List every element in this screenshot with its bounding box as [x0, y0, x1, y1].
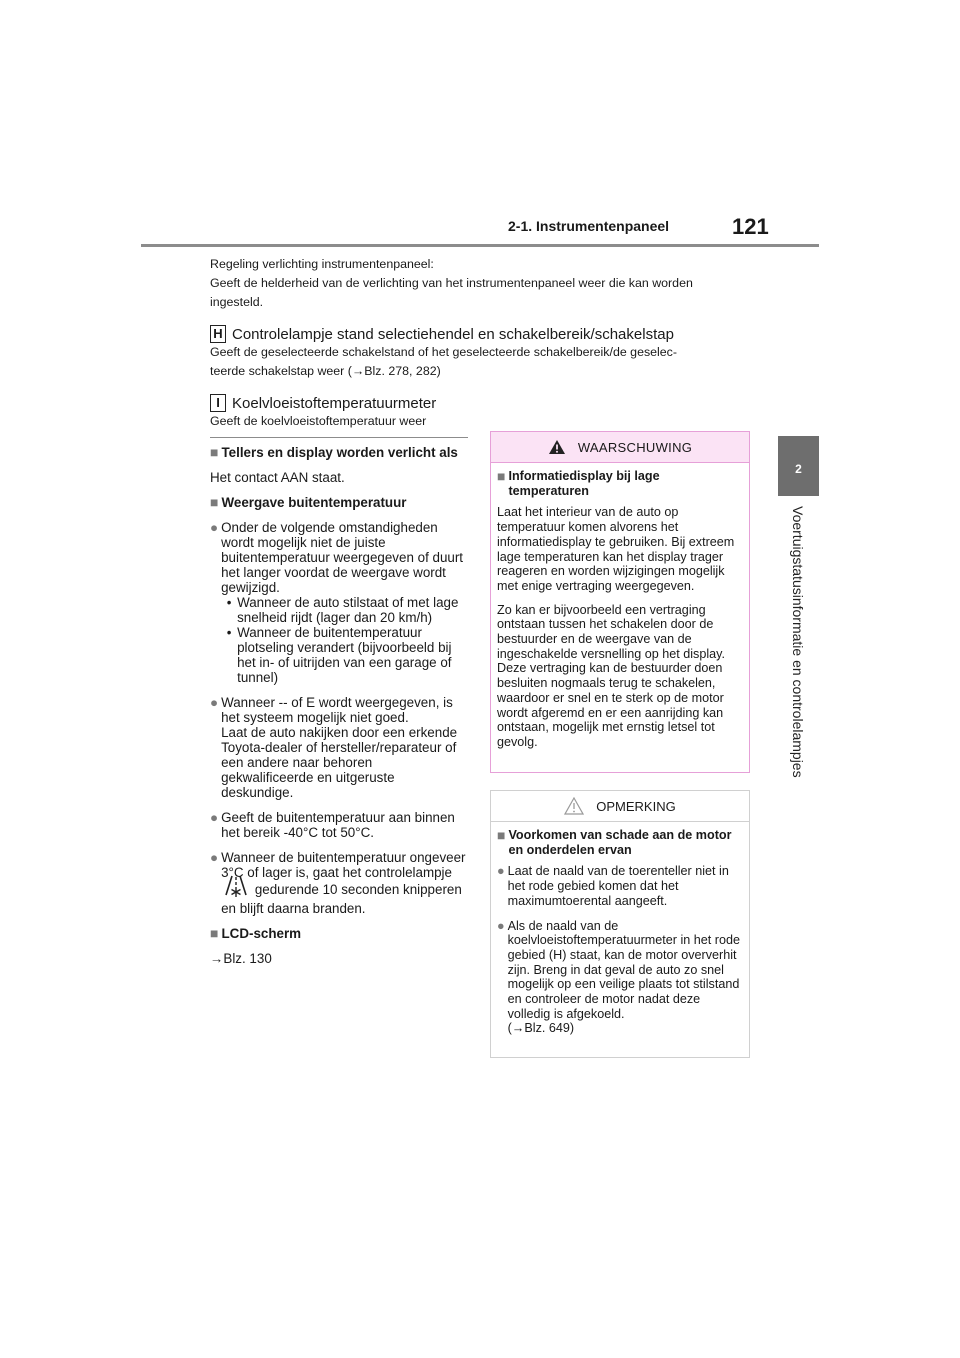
list-item: ● Geeft de buitentemperatuur aan binnen het bereik -40°C tot 50°C. [210, 810, 455, 840]
item-h-heading [210, 325, 770, 343]
intro-line: Geeft de helderheid van de verlichting van het instrumentenpaneel weer die kan worden [210, 276, 693, 290]
warning-title: ■ Informatiedisplay bij lage temperaturen [497, 468, 660, 498]
intro-line: Regeling verlichting instrumentenpaneel: [210, 257, 434, 271]
sub-item: • Wanneer de buitentemperatuur plotseling verandert (bijvoorbeeld bij het in- of uitrijden van een garage of tunnel) [226, 625, 452, 685]
list-item: ● Wanneer -- of E wordt weergegeven, is het systeem mogelijk niet goed. Laat de auto nakijken door een erkende Toyota-dealer of hersteller/reparateur of een andere naar behoren gekwalificeerde en uitgeruste deskundige. [210, 695, 458, 800]
note-label: OPMERKING [596, 798, 676, 814]
caution-outline-icon [564, 797, 584, 815]
section-heading: ■ Tellers en display worden verlicht als [210, 444, 458, 460]
note-header [491, 791, 749, 822]
round-bullet-icon: ● [210, 850, 219, 865]
square-bullet-icon: ■ [210, 494, 219, 510]
note-box [490, 790, 750, 1058]
divider [210, 437, 468, 438]
section-heading: ■ LCD-scherm [210, 925, 302, 941]
item-key-h: H [210, 325, 226, 343]
item-h-title: Controlelampje stand selectiehendel en schakelbereik/schakelstap [232, 325, 674, 343]
round-bullet-icon: ● [210, 695, 219, 710]
note-body [491, 822, 749, 1036]
intro-line: ingesteld. [210, 295, 264, 309]
item-h-text: teerde schakelstap weer (→Blz. 278, 282) [210, 364, 441, 378]
warning-box [490, 431, 750, 773]
paragraph: Het contact AAN staat. [210, 470, 345, 485]
square-bullet-icon: ■ [210, 444, 219, 460]
round-bullet-icon: ● [210, 810, 219, 825]
square-bullet-icon: ■ [210, 925, 219, 941]
item-key-i: I [210, 394, 226, 412]
section-heading: ■ Weergave buitentemperatuur [210, 494, 407, 510]
item-i-title: Koelvloeistoftemperatuurmeter [232, 394, 437, 412]
warning-paragraph: Laat het interieur van de auto op temperatuur komen alvorens het informatiedisplay te gebruiken. Bij extreem lage temperaturen kan het display trager reageren en worden wijzigingen mogelijk met enige vertraging weergegeven. [497, 505, 735, 593]
left-column [210, 437, 468, 976]
top-section [210, 255, 770, 431]
chapter-label: Voertuigstatusinformatie en controlelampjes [790, 506, 806, 778]
square-bullet-icon: ■ [497, 468, 506, 484]
item-i-heading [210, 394, 770, 412]
sub-item: • Wanneer de auto stilstaat of met lage snelheid rijdt (lager dan 20 km/h) [226, 595, 459, 625]
page-number: 121 [732, 214, 769, 239]
ice-road-icon [225, 874, 247, 901]
item-i-text: Geeft de koelvloeistoftemperatuur weer [210, 414, 427, 428]
note-item: ● Laat de naald van de toerenteller niet in het rode gebied komen dat het maximumtoerental aangeeft. [497, 864, 729, 908]
warning-label: WAARSCHUWING [577, 439, 693, 455]
item-h-text: Geeft de geselecteerde schakelstand of het geselecteerde schakelbereik/de geselec- [210, 345, 678, 359]
list-item: ● Wanneer de buitentemperatuur ongeveer 3°C of lager is, gaat het controlelampje gedurende 10 seconden knipperen en blijft daarna branden. [210, 850, 466, 916]
warning-triangle-icon [548, 439, 566, 455]
page-reference: →Blz. 130 [210, 951, 272, 966]
warning-body [491, 463, 749, 750]
note-title: ■ Voorkomen van schade aan de motor en onderdelen ervan [497, 827, 732, 857]
section-title: 2-1. Instrumentenpaneel [508, 218, 670, 234]
warning-paragraph: Zo kan er bijvoorbeeld een vertraging ontstaan tussen het schakelen door de bestuurder en de weergave van de ingeschakelde versnelling op het display. Deze vertraging kan de bestuurder doen besluiten nogmaals terug te schakelen, waardoor er snel en te sterk op de motor wordt afgeremd en er een aanrijding kan ontstaan, mogelijk met ernstig letsel tot gevolg. [497, 602, 725, 749]
round-bullet-icon: ● [497, 864, 505, 879]
round-bullet-icon: ● [210, 520, 219, 535]
note-item: ● Als de naald van de koelvloeistoftemperatuurmeter in het rode gebied (H) staat, kan de motor oververhit zijn. Breng in dat geval de auto zo snel mogelijk op een veilige plaats tot stilstand en controleer de motor nadat deze volledig is afgekoeld. (→Blz. 649) [497, 918, 741, 1036]
warning-header [491, 432, 749, 463]
list-item: ● Onder de volgende omstandigheden wordt mogelijk niet de juiste buitentemperatuur weergegeven of duurt het langer voordat de weergave wordt gewijzigd. • Wanneer de auto stilstaat of met lage snelheid rijdt (lager dan 20 km/h) • Wanneer de buitentemperatuur plotseling verandert (bijvoorbeeld bij het in- of uitrijden van een garage of tunnel) [210, 520, 468, 685]
square-bullet-icon: ■ [497, 827, 506, 843]
round-bullet-icon: ● [497, 918, 505, 933]
chapter-tab: 2 [778, 436, 819, 496]
header-rule [141, 244, 819, 247]
